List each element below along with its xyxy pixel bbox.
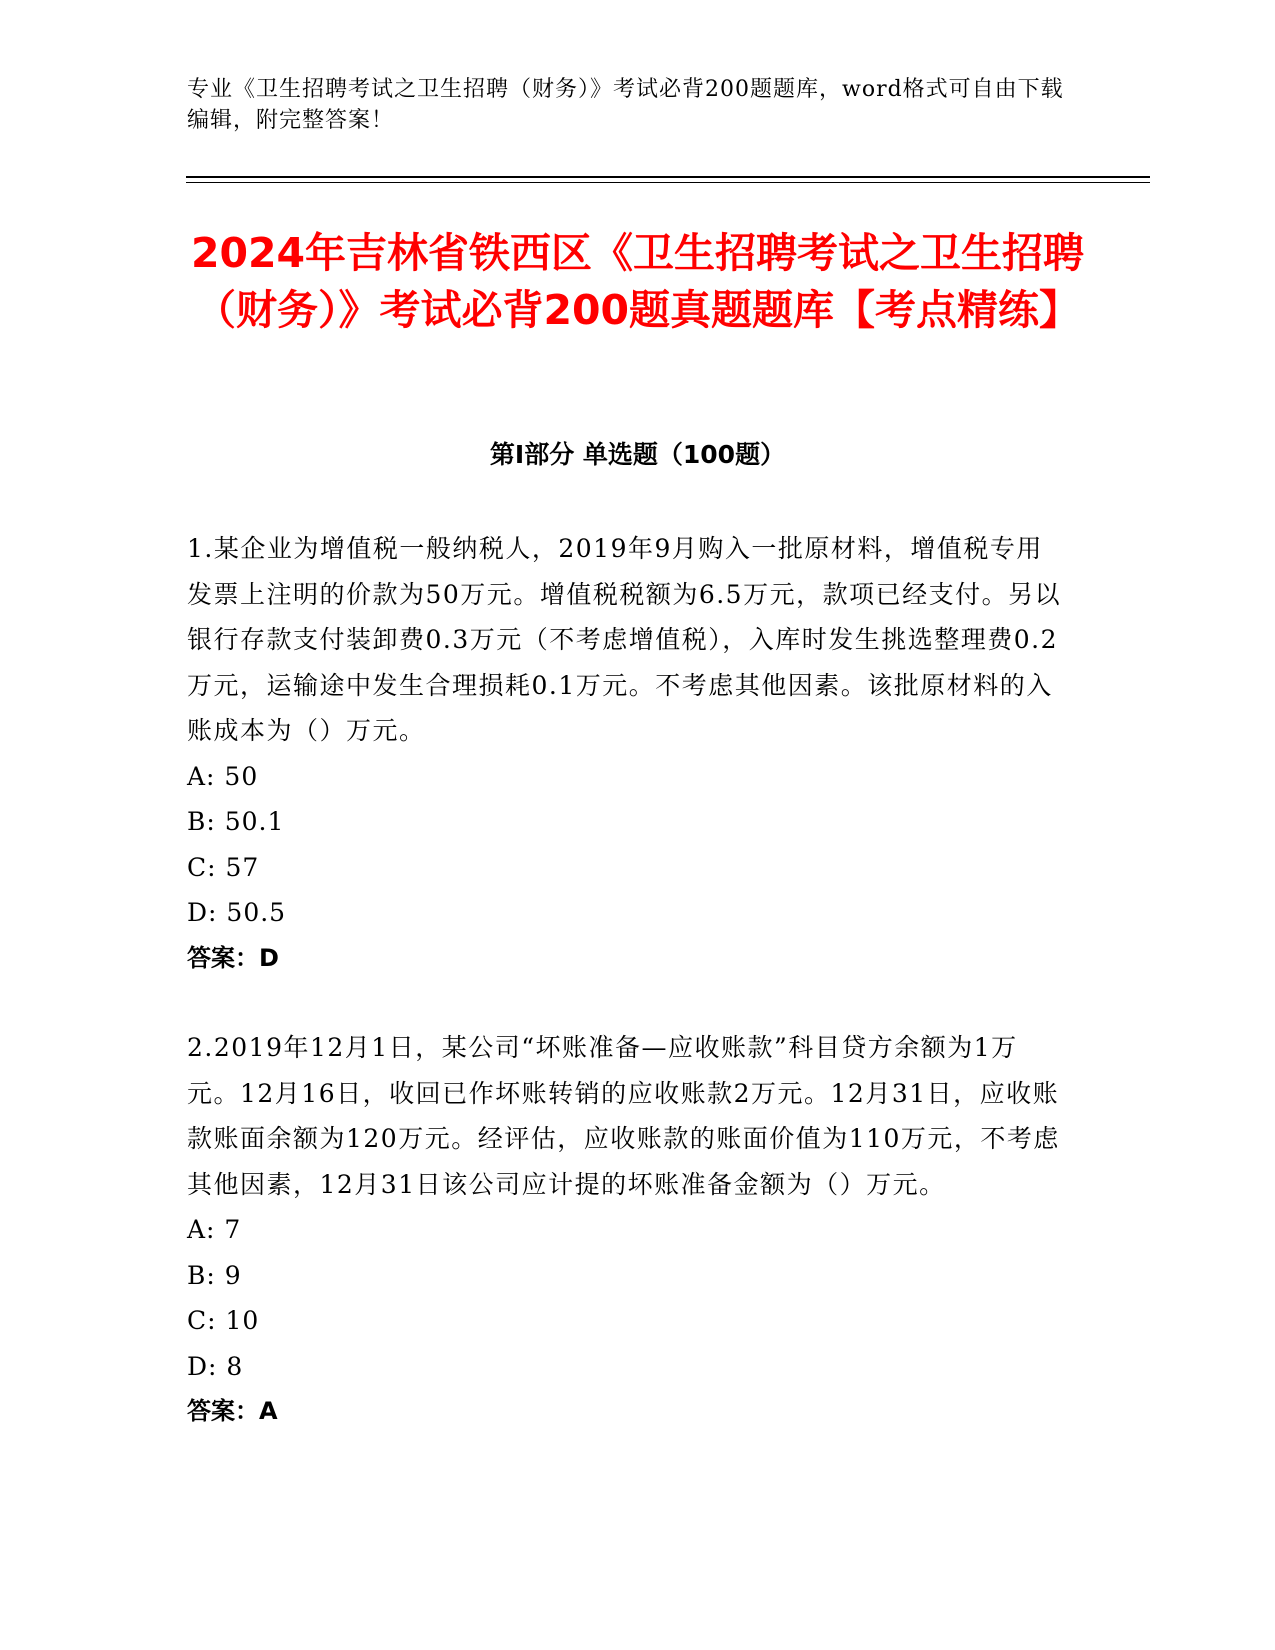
question-1 xyxy=(187,526,1067,981)
answer-line: 答案：D xyxy=(187,943,279,972)
question-stem: 2.2019年12月1日，某公司“坏账准备—应收账款”科目贷方余额为1万元。12月16日，收回已作坏账转销的应收账款2万元。12月31日，应收账款账面余额为120万元。经评估，应收账款的账面价值为110万元，不考虑其他因素，12月31日该公司应计提的坏账准备金额为（）万元。 xyxy=(187,1033,1060,1199)
option-a: A: 7 xyxy=(187,1215,242,1244)
option-b: B: 9 xyxy=(187,1260,242,1290)
header-divider-thin xyxy=(186,182,1150,183)
option-c: C: 57 xyxy=(187,852,260,882)
question-2 xyxy=(187,1025,1067,1435)
option-a: A: 50 xyxy=(187,761,259,791)
document-title: 2024年吉林省铁西区《卫生招聘考试之卫生招聘（财务）》考试必背200题真题题库【考点精练】 xyxy=(190,229,1085,334)
option-d: D: 8 xyxy=(187,1351,244,1381)
header-divider-thick xyxy=(186,176,1150,178)
header-note: 专业《卫生招聘考试之卫生招聘（财务）》考试必背200题题库，word格式可自由下载编辑，附完整答案！ xyxy=(187,77,1064,133)
option-d: D: 50.5 xyxy=(187,898,287,927)
option-b: B: 50.1 xyxy=(187,807,285,836)
section-title: 第Ⅰ部分 单选题（100题） xyxy=(489,440,786,469)
answer-line: 答案：A xyxy=(187,1397,278,1425)
option-c: C: 10 xyxy=(187,1306,260,1335)
question-stem: 1.某企业为增值税一般纳税人，2019年9月购入一批原材料，增值税专用发票上注明的价款为50万元。增值税税额为6.5万元，款项已经支付。另以银行存款支付装卸费0.3万元（不考虑增值税），入库时发生挑选整理费0.2万元，运输途中发生合理损耗0.1万元。不考虑其他因素。该批原材料的入账成本为（）万元。 xyxy=(187,534,1062,745)
